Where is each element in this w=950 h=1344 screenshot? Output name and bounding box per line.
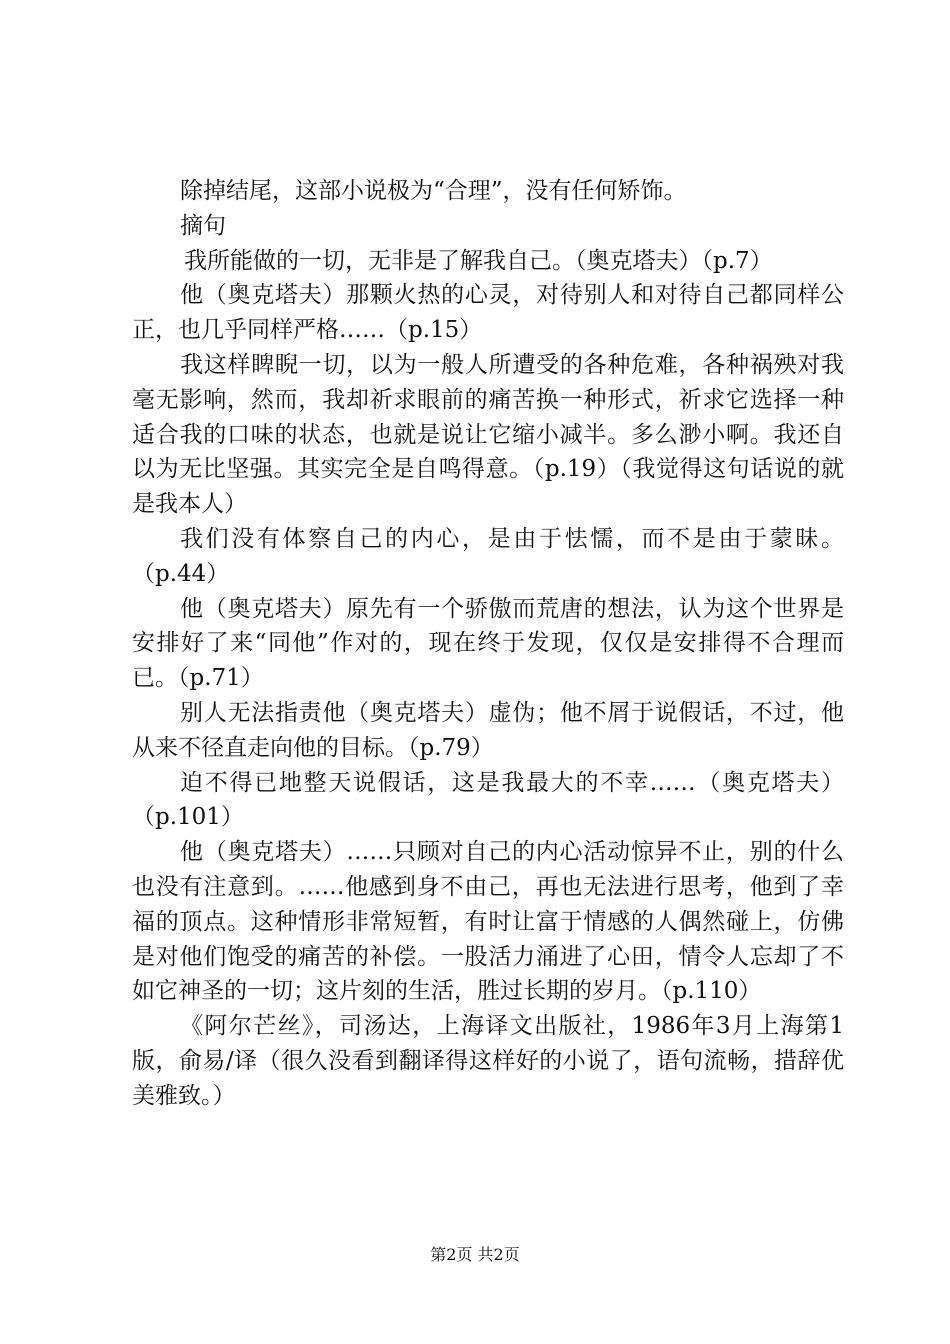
document-body: [132, 174, 844, 1114]
quote-paragraph: 我这样睥睨一切，以为一般人所遭受的各种危难，各种祸殃对我毫无影响，然而，我却祈求眼前的痛苦换一种形式，祈求它选择一种适合我的口味的状态，也就是说让它缩小减半。多么渺小啊。我还自以为无比坚强。其实完全是自鸣得意。（p.19）（我觉得这句话说的就是我本人）: [132, 351, 844, 518]
quote-paragraph: 我所能做的一切，无非是了解我自己。（奥克塔夫）（p.7）: [184, 247, 773, 274]
quote-paragraph: 我们没有体察自己的内心，是由于怯懦，而不是由于蒙昧。（p.44）: [132, 525, 844, 587]
quote-paragraph: 他（奥克塔夫）原先有一个骄傲而荒唐的想法，认为这个世界是安排好了来“同他”作对的，现在终于发现，仅仅是安排得不合理而已。（p.71）: [132, 595, 844, 692]
quote-paragraph: 别人无法指责他（奥克塔夫）虚伪；他不屑于说假话，不过，他从来不径直走向他的目标。（p.79）: [132, 699, 844, 761]
quote-paragraph: 他（奥克塔夫）……只顾对自己的内心活动惊异不止，别的什么也没有注意到。……他感到身不由己，再也无法进行思考，他到了幸福的顶点。这种情形非常短暂，有时让富于情感的人偶然碰上，仿佛是对他们饱受的痛苦的补偿。一股活力涌进了心田，情令人忘却了不如它神圣的一切；这片刻的生活，胜过长期的岁月。（p.110）: [132, 839, 844, 1005]
book-citation-paragraph: 《阿尔芒丝》，司汤达，上海译文出版社，1986年3月上海第1版，俞易/译（很久没看到翻译得这样好的小说了，语句流畅，措辞优美雅致。）: [132, 1013, 844, 1109]
quote-paragraph: 他（奥克塔夫）那颗火热的心灵，对待别人和对待自己都同样公正，也几乎同样严格……（p.15）: [132, 282, 844, 344]
paragraph-ending-comment: 除掉结尾，这部小说极为“合理”，没有任何矫饰。: [180, 178, 687, 204]
page-number-footer: 第2页 共2页: [430, 1245, 520, 1264]
section-heading-excerpts: 摘句: [180, 212, 226, 239]
quote-paragraph: 迫不得已地整天说假话，这是我最大的不幸……（奥克塔夫）（p.101）: [132, 769, 844, 831]
